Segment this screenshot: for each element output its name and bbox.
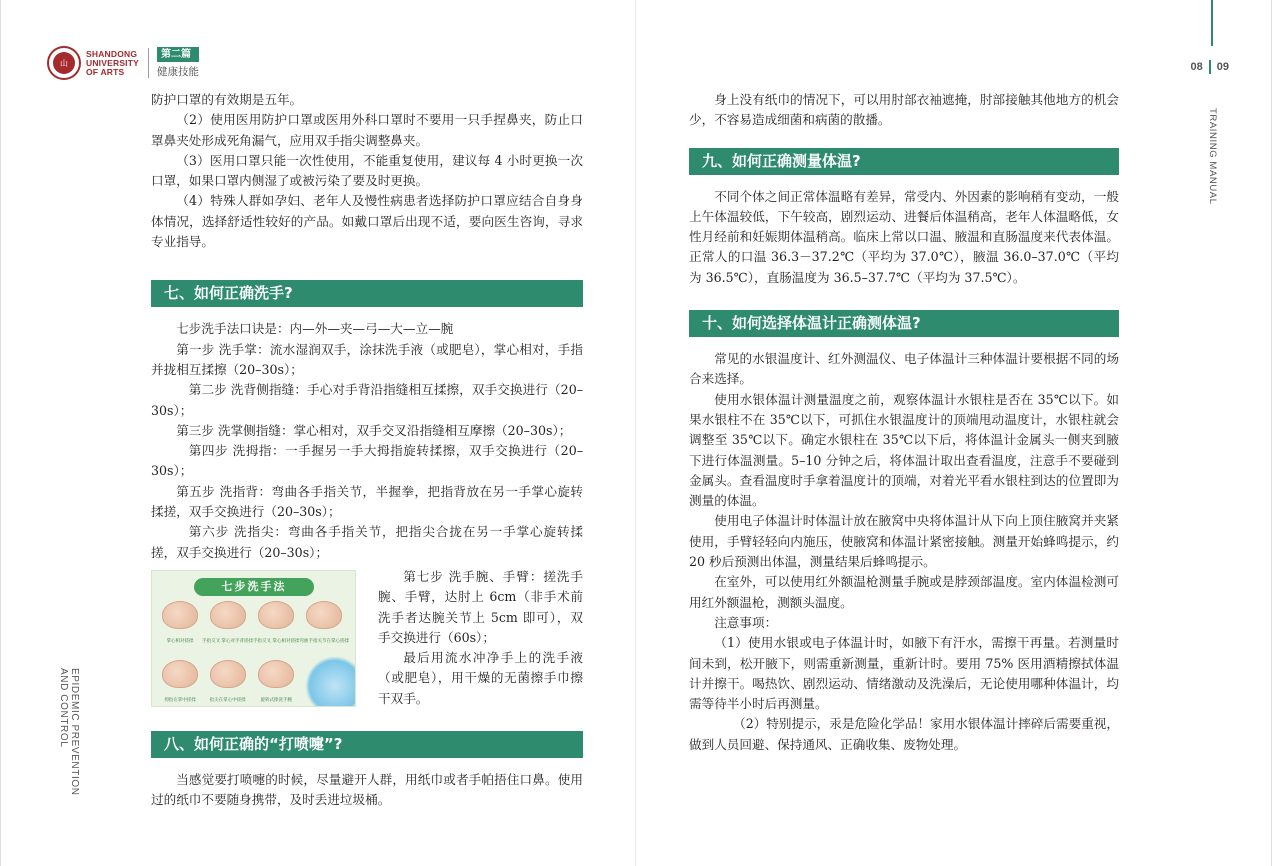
handwash-row xyxy=(151,570,583,709)
handwash-step: 手指交叉 掌心对手背搓揉 xyxy=(202,601,253,652)
handwash-illustration xyxy=(151,570,356,707)
handwash-step: 掌心相对搓揉 xyxy=(158,601,202,652)
side-title-right: TRAINING MANUAL xyxy=(1207,108,1218,205)
paragraph: 使用水银体温计测量温度之前，观察体温计水银柱是否在 35℃以下。如果水银柱不在 35℃以下，可抓住水银温度计的顶端甩动温度计，水银柱就会调整至 35℃以下。确定水银柱在 35℃以下后，将体温计金属头一侧夹到腋下进行体温测量。5–10 分钟之后，将体温计取出查看温度，注意手不要碰到金属头。查看温度时手拿着温度计的顶端，对着光平看水银柱到达的位置即为测量的体温。 xyxy=(689,391,1119,509)
right-page xyxy=(636,0,1272,866)
section-title-9: 九、如何正确测量体温? xyxy=(689,148,1119,175)
paragraph: （4）特殊人群如孕妇、老年人及慢性病患者选择防护口罩应结合自身身体情况，选择舒适性较好的产品。如戴口罩后出现不适，要向医生咨询，寻求专业指导。 xyxy=(151,193,583,250)
page-number-right: 09 xyxy=(1216,61,1229,73)
hands-icon xyxy=(210,660,246,688)
hands-icon xyxy=(210,601,246,629)
page-numbers xyxy=(1191,60,1230,74)
paragraph: 不同个体之间正常体温略有差异，常受内、外因素的影响稍有变动，一般上午体温较低，下午较高，剧烈运动、进餐后体温稍高，老年人体温略低，女性月经前和妊娠期体温稍高。临床上常以口温、腋温和直肠温度来代表体温。正常人的口温 36.3－37.2℃（平均为 37.0℃），腋温 36.0–37.0℃（平均为 36.5℃），直肠温度为 36.5–37.7℃（平均为 37.5℃）。 xyxy=(689,188,1119,285)
paragraph: 第三步 洗掌侧指缝：掌心相对，双手交叉沿指缝相互摩擦（20–30s）； xyxy=(176,422,572,438)
paragraph: 第二步 洗背侧指缝：手心对手背沿指缝相互揉擦，双手交换进行（20–30s）； xyxy=(151,382,583,418)
hands-icon xyxy=(258,601,294,629)
paragraph: 身上没有纸巾的情况下，可以用肘部衣袖遮掩，肘部接触其他地方的机会少，不容易造成细菌和病菌的散播。 xyxy=(689,92,1119,128)
chapter-label: 第二篇 xyxy=(157,47,199,62)
hands-icon xyxy=(258,660,294,688)
chapter-subtitle: 健康技能 xyxy=(157,66,200,78)
handwash-step: 指尖在掌心中搓揉 xyxy=(202,660,253,707)
paragraph: 注意事项： xyxy=(714,614,778,630)
chapter-tag xyxy=(157,47,199,79)
paragraph: 防护口罩的有效期是五年。 xyxy=(151,92,303,107)
paragraph: 第六步 洗指尖：弯曲各手指关节，把指尖合拢在另一手掌心旋转揉搓，双手交换进行（20–30s）； xyxy=(151,524,583,560)
paragraph: 常见的水银温度计、红外测温仪、电子体温计三种体温计要根据不同的场合来选择。 xyxy=(689,351,1119,387)
paragraph: （1）使用水银或电子体温计时，如腋下有汗水，需擦干再量。若测量时间未到，松开腋下，则需重新测量，重新计时。要用 75% 医用酒精擦拭体温计并擦干。喝热饮、剧烈运动、情绪激动及洗澡后，无论使用哪种体温计，均需等待半小时后再测量。 xyxy=(689,635,1119,712)
handwash-banner: 七步洗手法 xyxy=(194,578,314,596)
university-name: SHANDONG UNIVERSITY OF ARTS xyxy=(86,48,140,77)
side-title-left: EPIDEMIC PREVENTION AND CONTROL xyxy=(58,668,80,796)
paragraph: 第七步 洗手腕、手臂：搓洗手腕、手臂，达肘上 6cm（非手术前洗手者达腕关节上 5cm 即可），双手交换进行（60s）； xyxy=(378,568,583,645)
paragraph: 第五步 洗指背：弯曲各手指关节，半握拳，把指背放在另一手掌心旋转揉搓，双手交换进行（20–30s）； xyxy=(151,483,583,520)
handwash-step: 拇指在掌中搓揉 xyxy=(158,660,202,707)
paragraph: 在室外，可以使用红外额温枪测量手腕或是脖颈部温度。室内体温检测可用红外额温枪，测额头温度。 xyxy=(689,574,1119,610)
page-number-left: 08 xyxy=(1190,61,1203,73)
paragraph: （2）特别提示，汞是危险化学品！家用水银体温计摔碎后需要重视，做到人员回避、保持通风、正确收集、废物处理。 xyxy=(689,716,1119,752)
handwash-step: 弯曲手指关节在掌心搓揉 xyxy=(300,601,350,652)
page-number-divider xyxy=(1209,60,1211,74)
paragraph: 第四步 洗拇指：一手握另一手大拇指旋转揉擦，双手交换进行（20–30s）； xyxy=(151,443,583,479)
hands-icon xyxy=(162,601,198,629)
paragraph: 当感觉要打喷嚏的时候，尽量避开人群，用纸巾或者手帕捂住口鼻。使用过的纸巾不要随身携带，及时丢进垃圾桶。 xyxy=(151,772,583,808)
paragraph: 第一步 洗手掌：流水湿润双手，涂抹洗手液（或肥皂），掌心相对，手指并拢相互揉擦（20–30s）； xyxy=(151,341,583,377)
right-column xyxy=(689,90,1119,755)
paragraph: 使用电子体温计时体温计放在腋窝中央将体温计从下向上顶住腋窝并夹紧使用，手臂轻轻向内施压，使腋窝和体温计紧密接触。测量开始蜂鸣提示，约 20 秒后预测出体温，测量结果后蜂鸣提示。 xyxy=(689,513,1119,570)
hands-icon xyxy=(162,660,198,688)
handwash-step: 手指交叉 掌心相对搓揉 xyxy=(253,601,299,652)
section-title-7: 七、如何正确洗手? xyxy=(151,280,583,307)
header-logo-block xyxy=(47,46,199,80)
university-seal-icon: 山 xyxy=(47,46,81,80)
handwash-step: 旋转式擦洗手腕 xyxy=(253,660,299,707)
hands-icon xyxy=(306,601,342,629)
section-title-10: 十、如何选择体温计正确测体温? xyxy=(689,310,1119,337)
header-divider xyxy=(148,48,149,78)
page-marker-line xyxy=(1211,0,1213,46)
paragraph: （3）医用口罩只能一次性使用，不能重复使用，建议每 4 小时更换一次口罩，如果口罩内侧湿了或被污染了要及时更换。 xyxy=(151,152,583,189)
paragraph: （2）使用医用防护口罩或医用外科口罩时不要用一只手捏鼻夹，防止口罩鼻夹处形成死角漏气，应用双手指尖调整鼻夹。 xyxy=(151,112,583,148)
paragraph: 最后用流水冲净手上的洗手液（或肥皂），用干燥的无菌擦手巾擦干双手。 xyxy=(378,650,583,706)
left-column xyxy=(151,90,583,811)
paragraph: 七步洗手法口诀是：内—外—夹—弓—大—立—腕 xyxy=(176,321,454,337)
step7-text xyxy=(378,567,583,709)
section-title-8: 八、如何正确的“打喷嚏”? xyxy=(151,731,583,758)
